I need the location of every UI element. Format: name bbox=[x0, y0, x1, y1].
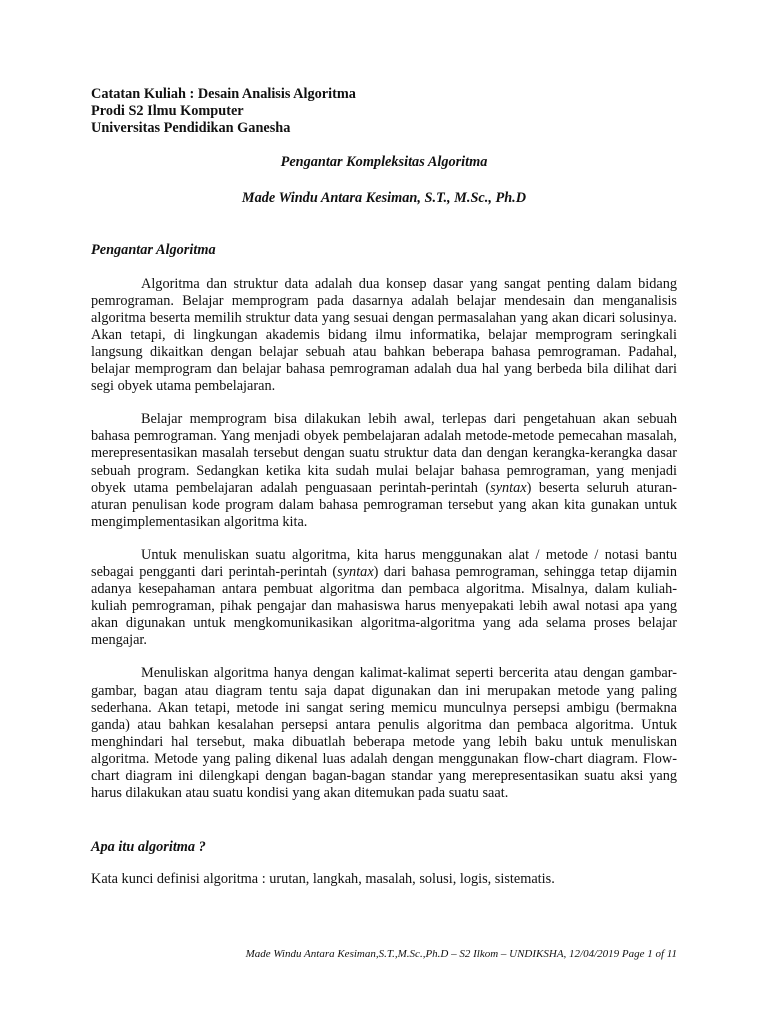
paragraph-4: Menuliskan algoritma hanya dengan kalimat-kalimat seperti bercerita atau dengan gambar-gambar, bagan atau diagram tentu saja dapat digunakan dan ini merupakan metode yang paling sederhana. Akan tetapi, metode ini sangat sering memicu munculnya persepsi ambigu (bermakna ganda) atau bahkan kesalahan persepsi antara penulis algoritma dan pembaca algoritma. Untuk menghindari hal tersebut, maka dibuatlah beberapa metode yang lebih baku untuk menuliskan algoritma. Metode yang paling dikenal luas adalah dengan menggunakan flow-chart diagram. Flow-chart diagram ini dilengkapi dengan bagan-bagan standar yang merepresentasikan suatu aksi yang harus dilakukan atau suatu kondisi yang akan ditemukan pada suatu saat. bbox=[91, 665, 677, 802]
paragraph-2-text-a: Belajar memprogram bisa dilakukan lebih awal, terlepas dari pengetahuan akan sebuah bahasa pemrograman. Yang menjadi obyek pembelajaran adalah metode-metode pemecahan masalah, merepresentasikan masalah tersebut dengan suatu struktur data dan dengan kerangka-kerangka dasar sebuah program. Sedangkan ketika kita sudah mulai belajar bahasa pemrograman, yang menjadi obyek utama pembelajaran adalah penguasaan perintah-perintah ( bbox=[91, 411, 677, 496]
paragraph-3 bbox=[91, 547, 677, 650]
paragraph-2-text-b: ) beserta seluruh aturan-aturan penulisan kode program dalam bahasa pemrograman tersebut yang akan kita gunakan untuk mengimplementasikan algoritma kita. bbox=[91, 479, 677, 530]
paragraph-3-text-a: Untuk menuliskan suatu algoritma, kita harus menggunakan alat / metode / notasi bantu sebagai pengganti dari perintah-perintah ( bbox=[91, 546, 677, 580]
paragraph-definition: Kata kunci definisi algoritma : urutan, langkah, masalah, solusi, logis, sistematis. bbox=[91, 871, 555, 888]
page-footer: Made Windu Antara Kesiman,S.T.,M.Sc.,Ph.D – S2 Ilkom – UNDIKSHA, 12/04/2019 Page 1 of 11 bbox=[245, 948, 677, 960]
paragraph-2 bbox=[91, 411, 677, 531]
program-line: Prodi S2 Ilmu Komputer bbox=[91, 103, 244, 120]
document-page bbox=[91, 86, 677, 888]
course-header bbox=[91, 86, 677, 137]
paragraph-1: Algoritma dan struktur data adalah dua konsep dasar yang sangat penting dalam bidang pemrograman. Belajar memprogram pada dasarnya adalah belajar mendesain dan menganalisis algoritma beserta memilih struktur data yang sesuai dengan permasalahan yang akan dicari solusinya. Akan tetapi, di lingkungan akademis bidang ilmu informatika, belajar memprogram seringkali langsung dikaitkan dengan belajar sebuah atau bahkan beberapa bahasa pemrograman. Padahal, belajar memprogram dan belajar bahasa pemrograman adalah dua hal yang berbeda bila dilihat dari segi obyek utama pembelajaran. bbox=[91, 275, 677, 395]
university-line: Universitas Pendidikan Ganesha bbox=[91, 120, 291, 137]
paragraph-3-italic: syntax bbox=[337, 563, 374, 580]
document-author: Made Windu Antara Kesiman, S.T., M.Sc., Ph.D bbox=[241, 190, 527, 207]
course-title-line: Catatan Kuliah : Desain Analisis Algoritma bbox=[91, 86, 356, 102]
document-title: Pengantar Kompleksitas Algoritma bbox=[280, 154, 488, 171]
section-heading-apa-itu: Apa itu algoritma ? bbox=[91, 839, 206, 856]
paragraph-3-text-b: ) dari bahasa pemrograman, sehingga tetap dijamin adanya kesepahaman antara pembuat algoritma dan pembaca algoritma. Misalnya, dalam kuliah-kuliah pemrograman, pihak pengajar dan mahasiswa harus menyepakati lebih awal notasi apa yang akan digunakan untuk mengkomunikasikan algoritma-algoritma yang ada selama proses belajar mengajar. bbox=[91, 563, 677, 649]
paragraph-2-italic: syntax bbox=[490, 479, 527, 496]
section-heading-pengantar: Pengantar Algoritma bbox=[91, 242, 216, 259]
